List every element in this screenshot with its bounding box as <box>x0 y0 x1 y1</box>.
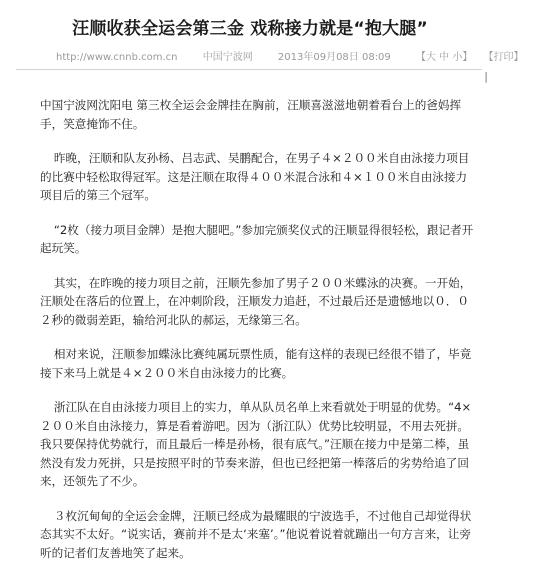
source-name: 中国宁波网 <box>202 52 253 63</box>
scrollbar-thumb[interactable]: | <box>484 70 488 83</box>
source-url-link[interactable]: http://www.cnnb.com.cn <box>56 52 178 63</box>
paragraph: 昨晚，汪顺和队友孙杨、吕志武、吴鹏配合，在男子４×２００米自由泳接力项目的比赛中轻松取得冠军。这是汪顺在取得４００米混合泳和４×１００米自由泳接力项目后的第三个冠军。 <box>40 151 470 202</box>
article-body <box>40 96 478 578</box>
paragraph: “2枚（接力项目金牌）是抱大腿吧。”参加完颁奖仪式的汪顺显得很轻松，跟记者开起玩笑。 <box>40 222 474 255</box>
font-size-control[interactable]: 【大 中 小】 <box>415 52 473 63</box>
article-meta <box>56 48 524 63</box>
paragraph: 中国宁波网沈阳电 第三枚全运会金牌挂在胸前，汪顺喜滋滋地朝着看台上的爸妈挥手，笑意掩饰不住。 <box>40 98 462 131</box>
header-divider <box>16 69 482 70</box>
paragraph: ３枚沉甸甸的全运会金牌，汪顺已经成为最耀眼的宁波选手，不过他自己却觉得状态其实不太好。“说实话，赛前并不是太‘来塞’。”他说着说着就蹦出一句方言来，让旁听的记者们友善地笑了起来。 <box>40 508 472 560</box>
paragraph: 浙江队在自由泳接力项目上的实力，单从队员名单上来看就处于明显的优势。“4×２００米自由泳接力，算是看着游吧。因为（浙江队）优势比较明显，不用去死拼。我只要保持优势就行，而且最后一棒是孙杨，很有底气。”汪顺在接力中是第二棒，虽然没有发力死拼，只是按照平时的节奏来游，但也已经把第一棒落后的劣势给追了回来，还领先了不少。 <box>40 400 472 488</box>
print-link[interactable]: 【打印】 <box>483 52 524 63</box>
paragraph: 相对来说，汪顺参加蝶泳比赛纯属玩票性质，能有这样的表现已经很不错了，毕竟接下来马上就是４×２００米自由泳接力的比赛。 <box>40 347 472 380</box>
paragraph: 其实，在昨晚的接力项目之前，汪顺先参加了男子２００米蝶泳的决赛。一开始，汪顺处在落后的位置上，在冲刺阶段，汪顺发力追赶，不过最后还是遗憾地以０．０２秒的微弱差距，输给河北队的郝运，无缘第三名。 <box>40 275 472 327</box>
publish-date: 2013年09月08日 08:09 <box>277 52 391 63</box>
article-title: 汪顺收获全运会第三金 戏称接力就是“抱大腿” <box>72 19 428 39</box>
